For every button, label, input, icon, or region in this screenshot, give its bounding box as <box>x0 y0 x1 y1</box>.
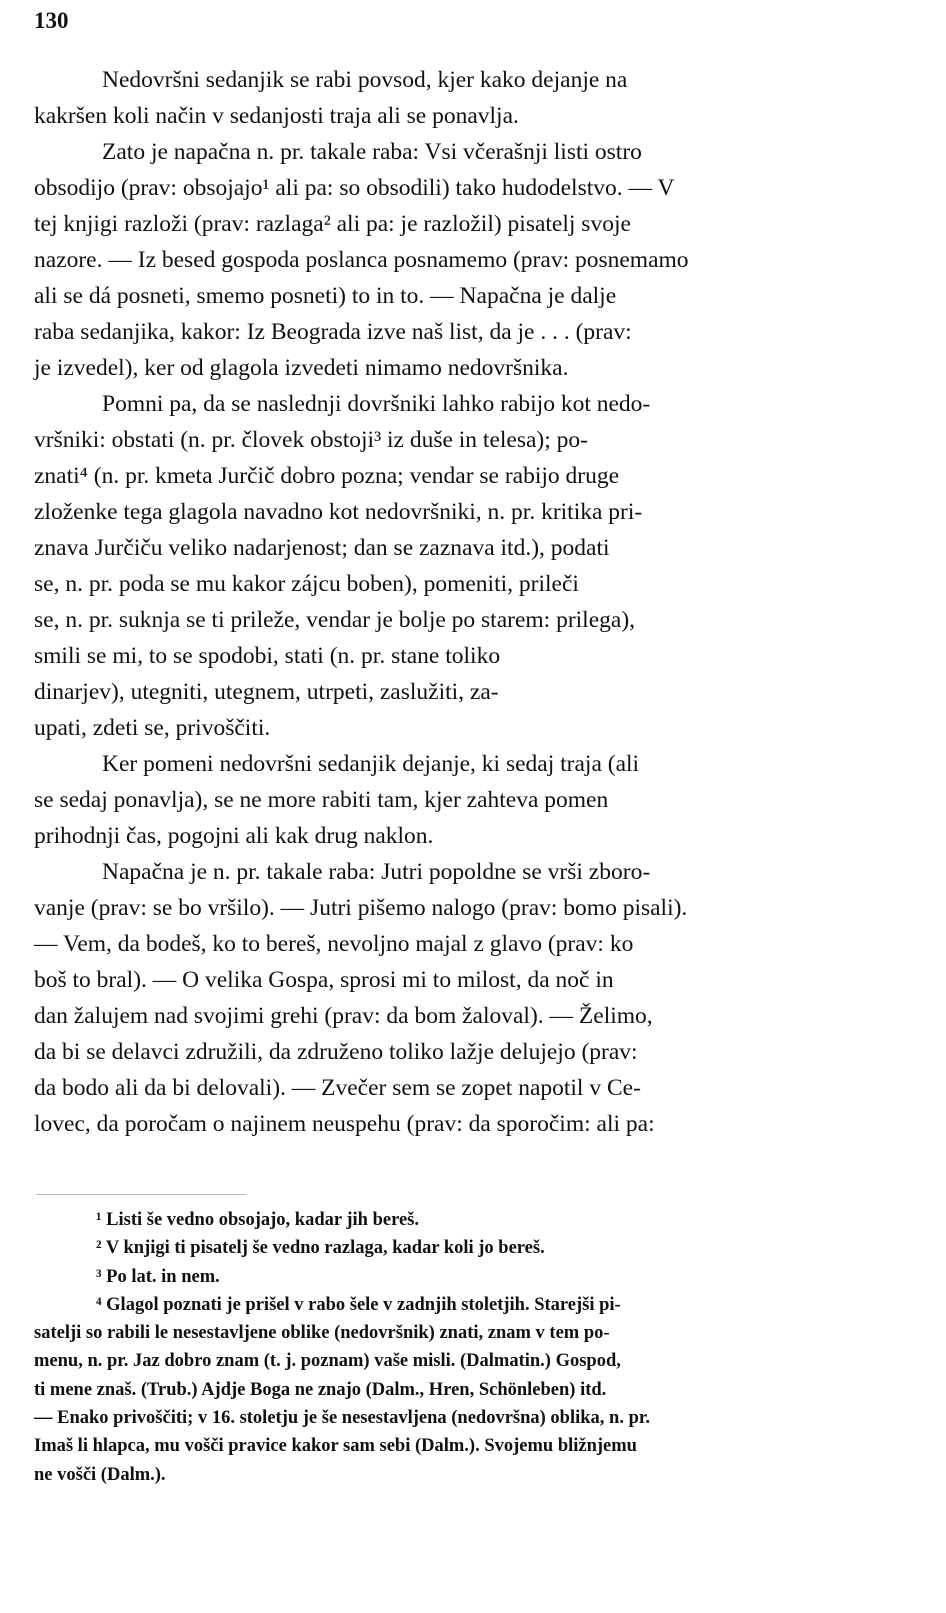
body-line: je izvedel), ker od glagola izvedeti nimamo nedovršnika. <box>34 355 569 381</box>
body-line: prihodnji čas, pogojni ali kak drug naklon. <box>34 823 434 849</box>
footnote-separator <box>36 1194 246 1195</box>
body-line: dan žalujem nad svojimi grehi (prav: da bom žaloval). — Želimo, <box>34 1003 653 1029</box>
body-line: upati, zdeti se, privoščiti. <box>34 715 271 741</box>
body-text <box>34 62 910 1142</box>
body-line: boš to bral). — O velika Gospa, sprosi mi to milost, da noč in <box>34 967 614 993</box>
body-line: obsodijo (prav: obsojajo¹ ali pa: so obsodili) tako hudodelstvo. — V <box>34 175 675 201</box>
footnote-line: menu, n. pr. Jaz dobro znam (t. j. poznam) vaše misli. (Dalmatin.) Gospod, <box>34 1351 621 1372</box>
body-line: Ker pomeni nedovršni sedanjik dejanje, ki sedaj traja (ali <box>102 751 640 777</box>
body-line: se, n. pr. poda se mu kakor zájcu boben), pomeniti, prileči <box>34 571 579 597</box>
body-line: vršniki: obstati (n. pr. človek obstoji³ iz duše in telesa); po- <box>34 427 588 453</box>
body-line: kakršen koli način v sedanjosti traja ali se ponavlja. <box>34 103 519 129</box>
body-line: raba sedanjika, kakor: Iz Beograda izve naš list, da je . . . (prav: <box>34 319 632 345</box>
body-line: nazore. — Iz besed gospoda poslanca posnamemo (prav: posnemamo <box>34 247 689 273</box>
body-line: Pomni pa, da se naslednji dovršniki lahko rabijo kot nedo- <box>102 391 651 417</box>
body-line: ali se dá posneti, smemo posneti) to in to. — Napačna je dalje <box>34 283 617 309</box>
body-line: znava Jurčiču veliko nadarjenost; dan se zaznava itd.), podati <box>34 535 610 561</box>
footnote-line: ³ Po lat. in nem. <box>96 1266 220 1287</box>
footnote-line: ⁴ Glagol poznati je prišel v rabo šele v zadnjih stoletjih. Starejši pi- <box>96 1294 621 1315</box>
body-line: Nedovršni sedanjik se rabi povsod, kjer kako dejanje na <box>102 67 628 93</box>
footnotes <box>34 1206 910 1489</box>
body-line: se sedaj ponavlja), se ne more rabiti tam, kjer zahteva pomen <box>34 787 609 813</box>
body-line: smili se mi, to se spodobi, stati (n. pr. stane toliko <box>34 643 501 669</box>
footnote-line: satelji so rabili le nesestavljene oblike (nedovršnik) znati, znam v tem po- <box>34 1323 610 1344</box>
body-line: vanje (prav: se bo vršilo). — Jutri pišemo nalogo (prav: bomo pisali). <box>34 895 688 921</box>
body-line: — Vem, da bodeš, ko to bereš, nevoljno majal z glavo (prav: ko <box>34 931 634 957</box>
body-line: lovec, da poročam o najinem neuspehu (prav: da sporočim: ali pa: <box>34 1111 655 1137</box>
footnote-line: ti mene znaš. (Trub.) Ajdje Boga ne znajo (Dalm., Hren, Schönleben) itd. <box>34 1379 607 1400</box>
body-line: se, n. pr. suknja se ti prileže, vendar je bolje po starem: prilega), <box>34 607 636 633</box>
footnote-line: Imaš li hlapca, mu vošči pravice kakor sam sebi (Dalm.). Svojemu bližnjemu <box>34 1436 637 1457</box>
body-line: Zato je napačna n. pr. takale raba: Vsi včerašnji listi ostro <box>102 139 642 165</box>
body-line: Napačna je n. pr. takale raba: Jutri popoldne se vrši zboro- <box>102 859 651 885</box>
body-line: tej knjigi razloži (prav: razlaga² ali pa: je razložil) pisatelj svoje <box>34 211 631 237</box>
footnote-line: ¹ Listi še vedno obsojajo, kadar jih bereš. <box>96 1210 419 1230</box>
body-line: zloženke tega glagola navadno kot nedovršniki, n. pr. kritika pri- <box>34 499 643 525</box>
footnote-line: ne vošči (Dalm.). <box>34 1464 166 1485</box>
body-line: da bi se delavci združili, da združeno toliko lažje delujejo (prav: <box>34 1039 638 1065</box>
page-number: 130 <box>34 8 69 33</box>
footnote-line: ² V knjigi ti pisatelj še vedno razlaga, kadar koli jo bereš. <box>96 1238 545 1259</box>
footnote-line: — Enako privoščiti; v 16. stoletju je še nesestavljena (nedovršna) oblika, n. pr. <box>34 1408 651 1429</box>
body-line: znati⁴ (n. pr. kmeta Jurčič dobro pozna; vendar se rabijo druge <box>34 463 620 489</box>
body-line: dinarjev), utegniti, utegnem, utrpeti, zaslužiti, za- <box>34 679 499 705</box>
body-line: da bodo ali da bi delovali). — Zvečer sem se zopet napotil v Ce- <box>34 1075 641 1101</box>
